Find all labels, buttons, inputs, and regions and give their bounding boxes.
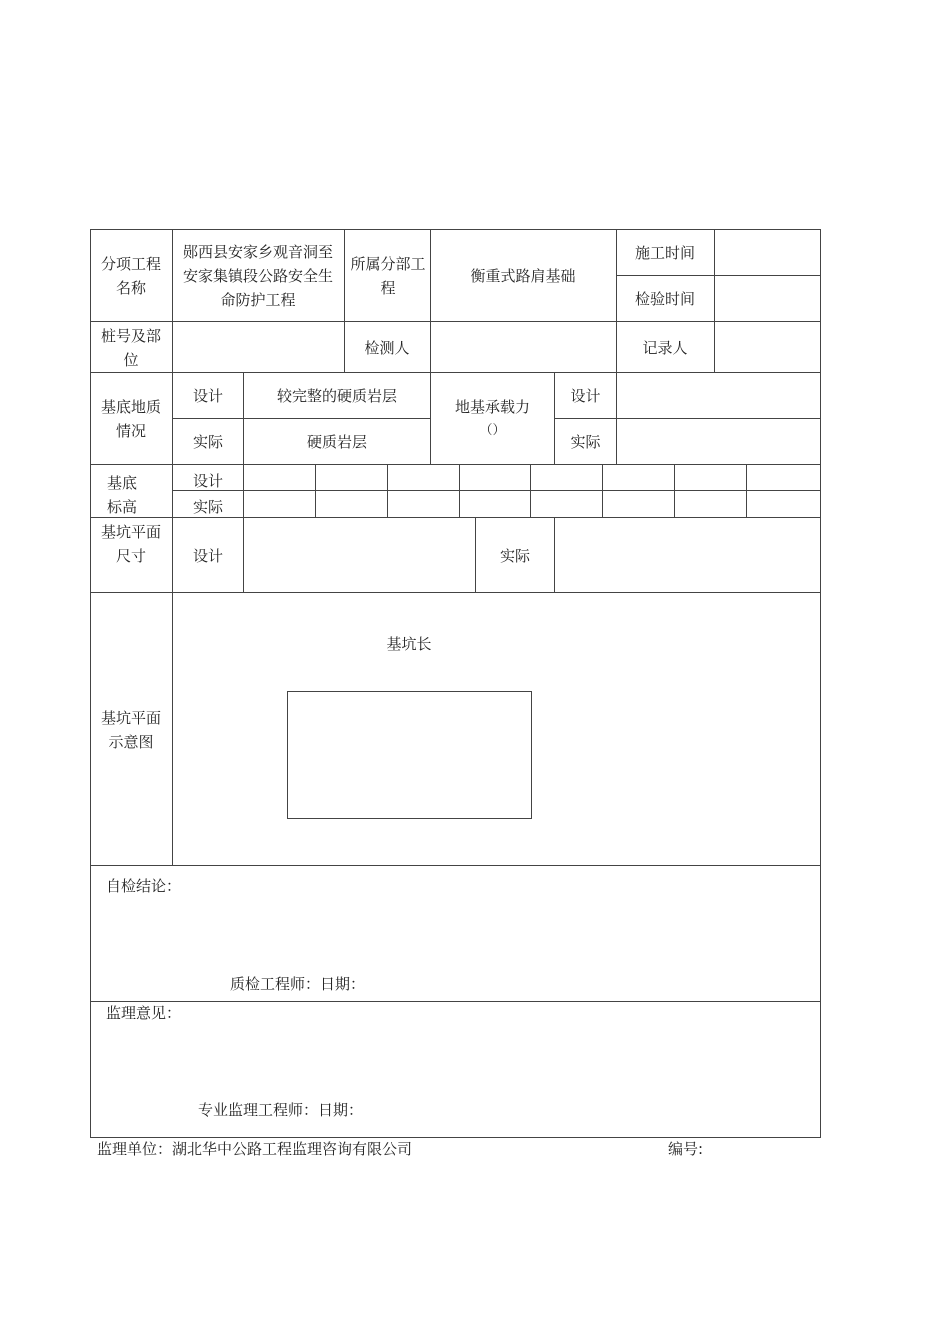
pit-size-label: 基坑平面尺寸	[100, 523, 161, 565]
qc-engineer-label: 质检工程师：日期：	[230, 975, 366, 993]
geology-actual-label: 实际	[192, 433, 223, 451]
geology-design-value: 较完整的硬质岩层	[276, 387, 397, 405]
pit-size-actual-label: 实际	[499, 547, 530, 565]
number-label: 编号:	[668, 1140, 704, 1158]
inspector-label: 检测人	[364, 339, 410, 357]
bearing-actual-label: 实际	[570, 433, 601, 451]
bearing-design-label: 设计	[570, 387, 601, 405]
part-value: 衡重式路肩基础	[470, 267, 576, 285]
bearing-label: 地基承载力	[454, 398, 530, 416]
project-name: 郧西县安家乡观音洞至安家集镇段公路安全生命防护工程	[182, 243, 333, 309]
elevation-label: 基底标高	[106, 474, 137, 516]
self-check-label: 自检结论：	[106, 877, 182, 895]
recorder-label: 记录人	[642, 339, 688, 357]
geology-design-label: 设计	[192, 387, 223, 405]
construction-time-label: 施工时间	[634, 244, 695, 262]
pit-length-label: 基坑长	[386, 635, 432, 653]
geology-actual-value: 硬质岩层	[306, 433, 367, 451]
geology-label: 基底地质情况	[100, 398, 161, 440]
sketch-label: 基坑平面示意图	[100, 709, 161, 751]
supervisor-label: 专业监理工程师：日期：	[198, 1101, 364, 1119]
bearing-unit: （）	[479, 423, 506, 438]
station-label: 桩号及部位	[100, 327, 161, 369]
pit-size-design-label: 设计	[192, 547, 223, 565]
supervision-unit: 监理单位：湖北华中公路工程监理咨询有限公司	[97, 1140, 413, 1158]
elevation-actual-label: 实际	[192, 498, 223, 516]
elevation-design-label: 设计	[192, 472, 223, 490]
supervision-label: 监理意见：	[106, 1004, 182, 1022]
inspection-time-label: 检验时间	[634, 290, 695, 308]
pit-sketch-rectangle	[287, 691, 532, 819]
part-label: 所属分部工程	[350, 255, 426, 297]
project-label: 分项工程名称	[100, 255, 161, 297]
